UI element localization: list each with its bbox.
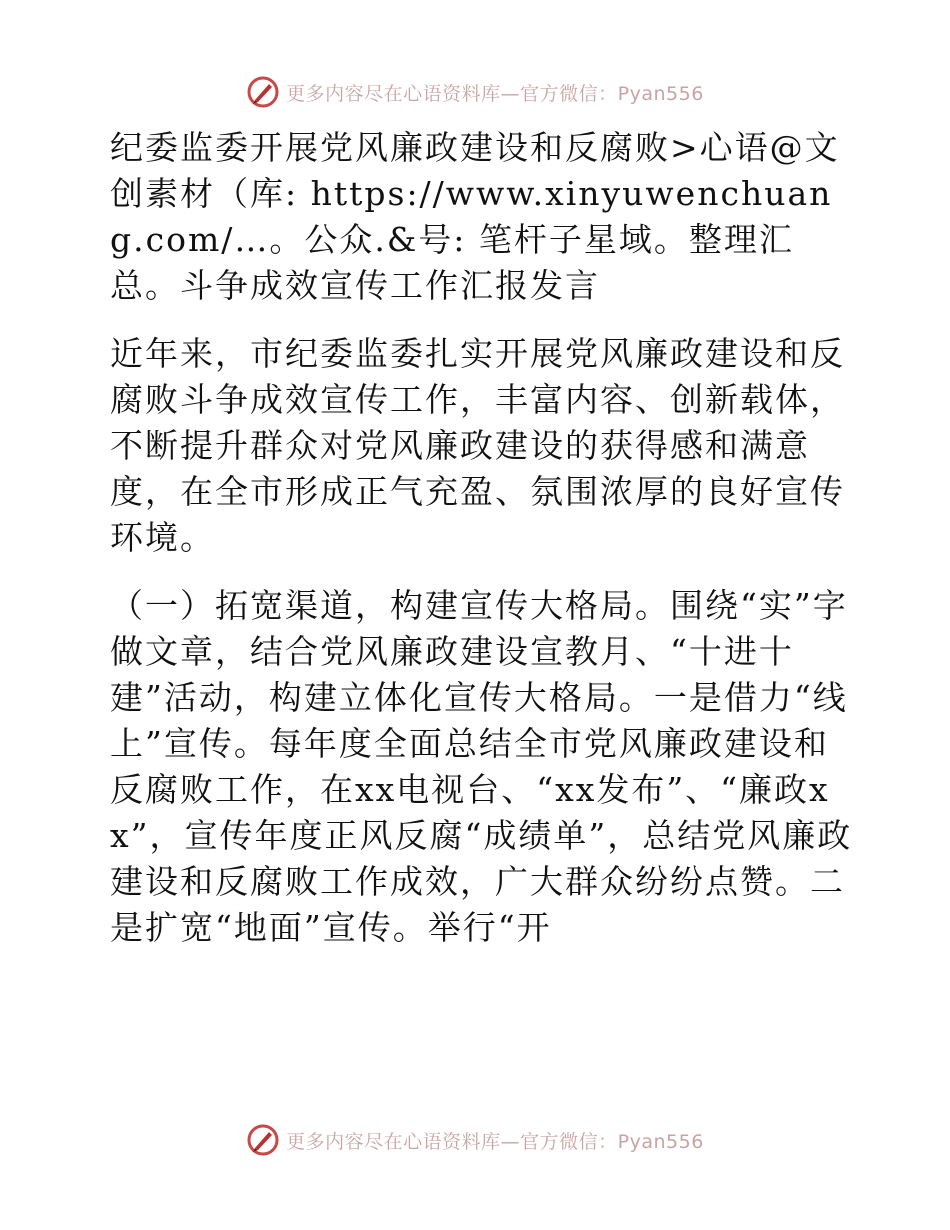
watermark-text: 更多内容尽在心语资料库—官方微信：Pyan556 <box>286 82 704 105</box>
footer-watermark <box>0 1120 950 1160</box>
quill-pen-circle-icon <box>246 75 280 109</box>
document-title: 纪委监委开展党风廉政建设和反腐败>心语@文创素材（库: https://www.xinyuwenchuang.com/…。公众.&号: 笔杆子星域。整理汇总。斗争成效宣传工作汇报发言 <box>110 128 840 305</box>
document-body <box>98 125 858 951</box>
paragraph-intro: 近年来，市纪委监委扎实开展党风廉政建设和反腐败斗争成效宣传工作，丰富内容、创新载体，不断提升群众对党风廉政建设的获得感和满意度，在全市形成正气充盈、氛围浓厚的良好宣传环境。 <box>110 334 845 557</box>
quill-pen-circle-icon <box>246 1123 280 1157</box>
paragraph-section-1: （一）拓宽渠道，构建宣传大格局。围绕“实”字做文章，结合党风廉政建设宣教月、“十进十建”活动，构建立体化宣传大格局。一是借力“线上”宣传。每年度全面总结全市党风廉政建设和反腐败工作，在xx电视台、“xx发布”、“廉政xx”，宣传年度正风反腐“成绩单”，总结党风廉政建设和反腐败工作成效，广大群众纷纷点赞。二是扩宽“地面”宣传。举行“开 <box>110 586 853 947</box>
watermark-text: 更多内容尽在心语资料库—官方微信：Pyan556 <box>286 1130 704 1153</box>
header-watermark <box>0 72 950 112</box>
